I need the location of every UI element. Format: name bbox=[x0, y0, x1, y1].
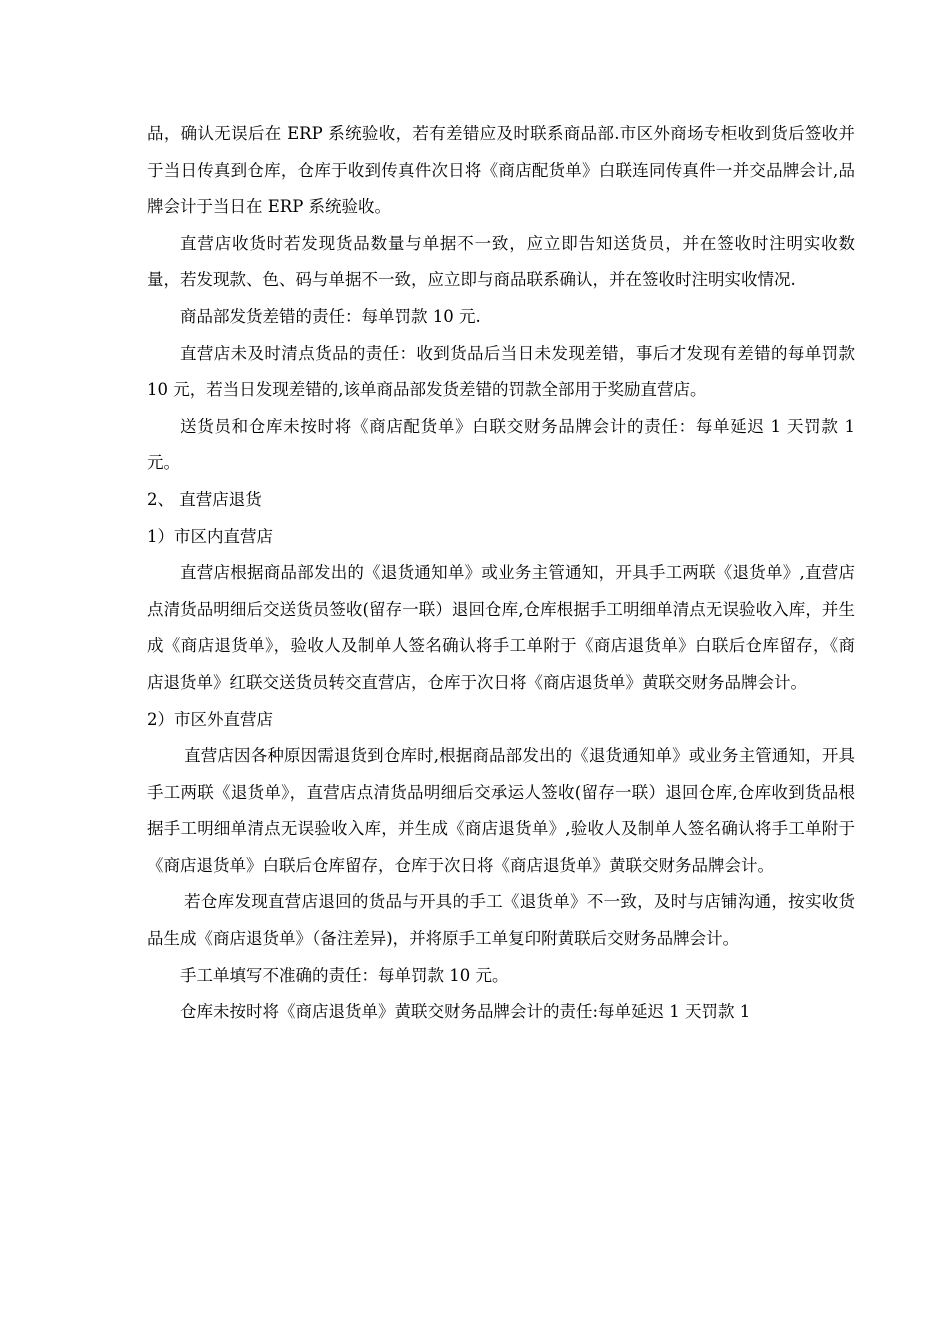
paragraph-erp-acceptance: 品，确认无误后在 ERP 系统验收，若有差错应及时联系商品部.市区外商场专柜收到货后签收并于当日传真到仓库，仓库于收到传真件次日将《商店配货单》白联连同传真件一并交品牌会计,品牌会计于当日在 ERP 系统验收。 bbox=[147, 124, 855, 217]
paragraph-delivery-delay-penalty: 送货员和仓库未按时将《商店配货单》白联交财务品牌会计的责任：每单延迟 1 天罚款 1 元。 bbox=[147, 416, 855, 473]
paragraph-warehouse-delay-penalty: 仓库未按时将《商店退货单》黄联交财务品牌会计的责任:每单延迟 1 天罚款 1 bbox=[180, 1002, 751, 1022]
document-page bbox=[147, 116, 855, 1031]
paragraph-manual-form-penalty: 手工单填写不准确的责任：每单罚款 10 元。 bbox=[180, 965, 509, 985]
subheading-urban-stores: 1）市区内直营店 bbox=[147, 526, 273, 546]
paragraph-return-discrepancy: 若仓库发现直营店退回的货品与开具的手工《退货单》不一致，及时与店铺沟通，按实收货品生成《商店退货单》（备注差异)，并将原手工单复印附黄联后交财务品牌会计。 bbox=[147, 892, 855, 949]
paragraph-suburban-return-process: 直营店因各种原因需退货到仓库时,根据商品部发出的《退货通知单》或业务主管通知，开具手工两联《退货单》，直营店点清货品明细后交承运人签收(留存一联）退回仓库,仓库收到货品根据手工明细单清点无误验收入库，并生成《商店退货单》,验收人及制单人签名确认将手工单附于《商店退货单》白联后仓库留存，仓库于次日将《商店退货单》黄联交财务品牌会计。 bbox=[147, 746, 855, 875]
subheading-suburban-stores: 2）市区外直营店 bbox=[147, 709, 273, 729]
section-heading-store-returns: 2、 直营店退货 bbox=[147, 489, 262, 509]
paragraph-dispatch-error-penalty: 商品部发货差错的责任：每单罚款 10 元. bbox=[180, 306, 481, 326]
paragraph-receiving-discrepancy: 直营店收货时若发现货品数量与单据不一致，应立即告知送货员，并在签收时注明实收数量，若发现款、色、码与单据不一致，应立即与商品联系确认，并在签收时注明实收情况. bbox=[147, 233, 855, 290]
paragraph-store-check-penalty: 直营店未及时清点货品的责任：收到货品后当日未发现差错，事后才发现有差错的每单罚款 10 元，若当日发现差错的,该单商品部发货差错的罚款全部用于奖励直营店。 bbox=[147, 343, 855, 400]
paragraph-urban-return-process: 直营店根据商品部发出的《退货通知单》或业务主管通知，开具手工两联《退货单》,直营店点清货品明细后交送货员签收(留存一联）退回仓库,仓库根据手工明细单清点无误验收入库，并生成《商店退货单》，验收人及制单人签名确认将手工单附于《商店退货单》白联后仓库留存，《商店退货单》红联交送货员转交直营店，仓库于次日将《商店退货单》黄联交财务品牌会计。 bbox=[147, 563, 855, 692]
